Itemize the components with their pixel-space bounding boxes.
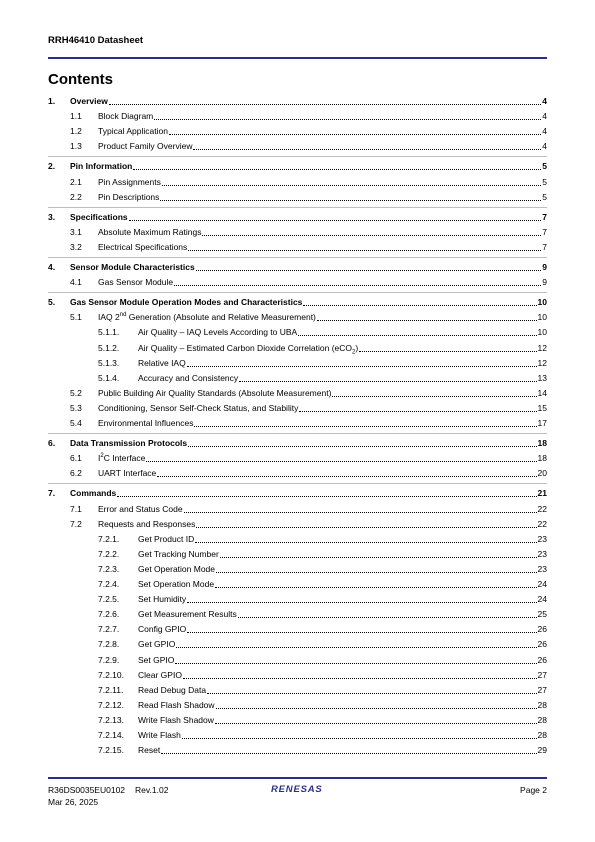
toc-entry-number: 2.1 bbox=[70, 176, 82, 187]
footer-page-number: Page 2 bbox=[520, 785, 547, 795]
toc-entry-page: 5 bbox=[542, 176, 547, 187]
toc-dot-leader bbox=[193, 149, 541, 150]
toc-entry-page: 29 bbox=[537, 745, 547, 756]
toc-dot-leader bbox=[176, 647, 536, 648]
toc-entry[interactable] bbox=[48, 437, 547, 449]
toc-dot-leader bbox=[196, 270, 542, 271]
toc-entry-number: 7.2.8. bbox=[98, 639, 120, 650]
toc-entry-title: Pin Information bbox=[70, 161, 133, 172]
toc-entry-title: Error and Status Code bbox=[98, 503, 183, 514]
toc-entry-number: 7.2.7. bbox=[98, 624, 120, 635]
toc-entry-number: 5.1.2. bbox=[98, 342, 120, 353]
toc-entry-number: 7.2.1. bbox=[98, 533, 120, 544]
toc-entry-title: Read Flash Shadow bbox=[138, 699, 215, 710]
toc-entry-page: 20 bbox=[537, 468, 547, 479]
section-divider bbox=[48, 156, 547, 157]
toc-entry-number: 5.1.4. bbox=[98, 372, 120, 383]
toc-entry-title: Set GPIO bbox=[138, 654, 175, 665]
toc-entry-title: Conditioning, Sensor Self-Check Status, and Stability bbox=[98, 402, 299, 413]
toc-entry-title: Get Operation Mode bbox=[138, 563, 216, 574]
toc-entry[interactable] bbox=[48, 669, 547, 681]
toc-entry-page: 22 bbox=[537, 518, 547, 529]
toc-dot-leader bbox=[238, 617, 537, 618]
toc-entry[interactable] bbox=[48, 533, 547, 545]
contents-heading: Contents bbox=[48, 71, 113, 88]
section-divider bbox=[48, 292, 547, 293]
section-divider bbox=[48, 257, 547, 258]
toc-entry-number: 7.2.13. bbox=[98, 714, 124, 725]
footer-doc-id: R36DS0035EU0102 bbox=[48, 785, 126, 795]
toc-entry-title: Config GPIO bbox=[138, 624, 187, 635]
toc-dot-leader bbox=[183, 678, 537, 679]
toc-dot-leader bbox=[359, 351, 536, 352]
toc-dot-leader bbox=[109, 104, 541, 105]
toc-entry[interactable] bbox=[48, 311, 547, 323]
toc-dot-leader bbox=[215, 723, 537, 724]
toc-entry-page: 23 bbox=[537, 548, 547, 559]
toc-entry-title: Write Flash bbox=[138, 730, 181, 740]
footer-doc-info bbox=[48, 784, 168, 796]
toc-entry-number: 7.1 bbox=[70, 503, 82, 514]
toc-entry-number: 1.1 bbox=[70, 111, 82, 122]
toc-entry-number: 5.1.1. bbox=[98, 327, 120, 338]
toc-entry[interactable] bbox=[48, 503, 547, 515]
toc-entry-number: 5.2 bbox=[70, 387, 82, 398]
toc-entry[interactable] bbox=[48, 452, 547, 464]
toc-entry-title: Get Product ID bbox=[138, 533, 195, 544]
toc-entry-title: Get Measurement Results bbox=[138, 609, 237, 620]
toc-entry-page: 7 bbox=[542, 226, 547, 237]
toc-entry-page: 10 bbox=[537, 327, 547, 338]
toc-entry-number: 3.2 bbox=[70, 241, 82, 252]
toc-entry-page: 26 bbox=[537, 624, 547, 635]
toc-entry-title: Accuracy and Consistency bbox=[138, 372, 239, 383]
toc-entry-title: Product Family Overview bbox=[98, 141, 193, 152]
toc-entry[interactable] bbox=[48, 241, 547, 253]
toc-entry-page: 27 bbox=[537, 684, 547, 695]
toc-entry[interactable] bbox=[48, 623, 547, 635]
toc-dot-leader bbox=[160, 200, 541, 201]
toc-entry-title: Air Quality – IAQ Levels According to UBA bbox=[138, 327, 298, 338]
toc-entry[interactable] bbox=[48, 140, 547, 152]
toc-entry-number: 7. bbox=[48, 488, 56, 499]
toc-entry[interactable] bbox=[48, 372, 547, 384]
toc-entry[interactable] bbox=[48, 211, 547, 223]
toc-entry-number: 5.1.3. bbox=[98, 357, 120, 368]
toc-entry[interactable] bbox=[48, 578, 547, 590]
toc-entry-page: 12 bbox=[537, 342, 547, 353]
toc-entry-title: $I^2C$ Interface bbox=[98, 453, 146, 464]
toc-entry-number: 7.2.9. bbox=[98, 654, 120, 665]
renesas-logo: RENESAS bbox=[271, 784, 323, 795]
toc-entry-page: 21 bbox=[537, 488, 547, 499]
toc-entry-number: 7.2.4. bbox=[98, 579, 120, 589]
toc-entry-number: 7.2.11. bbox=[98, 684, 124, 695]
toc-entry-title: Sensor Module Characteristics bbox=[70, 262, 195, 272]
toc-entry-number: 7.2.10. bbox=[98, 669, 124, 680]
toc-entry[interactable] bbox=[48, 261, 547, 273]
toc-dot-leader bbox=[182, 738, 537, 739]
toc-dot-leader bbox=[317, 320, 537, 321]
toc-entry-page: 23 bbox=[537, 533, 547, 544]
document-header-title: RRH46410 Datasheet bbox=[48, 35, 144, 46]
toc-entry-number: 5.4 bbox=[70, 418, 82, 428]
toc-entry[interactable] bbox=[48, 95, 547, 107]
toc-entry-number: 7.2 bbox=[70, 518, 82, 529]
toc-entry[interactable] bbox=[48, 467, 547, 479]
toc-entry-page: 13 bbox=[537, 372, 547, 383]
toc-entry-page: 26 bbox=[537, 639, 547, 650]
toc-entry[interactable] bbox=[48, 654, 547, 666]
toc-entry-page: 4 bbox=[542, 126, 547, 137]
toc-entry-page: 15 bbox=[537, 402, 547, 413]
toc-entry-number: 7.2.15. bbox=[98, 745, 124, 756]
toc-entry[interactable] bbox=[48, 699, 547, 711]
toc-entry[interactable] bbox=[48, 160, 547, 172]
toc-entry[interactable] bbox=[48, 608, 547, 620]
toc-entry-page: 9 bbox=[542, 262, 547, 272]
toc-entry[interactable] bbox=[48, 176, 547, 188]
toc-entry-number: 1.3 bbox=[70, 141, 82, 152]
toc-dot-leader bbox=[216, 572, 537, 573]
toc-entry-page: 12 bbox=[537, 357, 547, 368]
toc-entry-number: 6.1 bbox=[70, 453, 82, 464]
toc-dot-leader bbox=[133, 169, 541, 170]
toc-entry[interactable] bbox=[48, 125, 547, 137]
toc-entry-title: Clear GPIO bbox=[138, 669, 182, 680]
toc-entry-number: 7.2.2. bbox=[98, 548, 120, 559]
toc-entry-page: 5 bbox=[542, 191, 547, 202]
toc-entry-title: Absolute Maximum Ratings bbox=[98, 226, 202, 237]
toc-entry[interactable] bbox=[48, 357, 547, 369]
toc-entry-number: 7.2.14. bbox=[98, 730, 124, 740]
toc-entry[interactable] bbox=[48, 638, 547, 650]
toc-entry-title: Set Humidity bbox=[138, 594, 187, 605]
toc-entry-title: Gas Sensor Module bbox=[98, 277, 174, 288]
toc-dot-leader bbox=[194, 426, 536, 427]
toc-entry-title: Get GPIO bbox=[138, 639, 176, 650]
toc-entry-title: Overview bbox=[70, 96, 108, 106]
toc-entry-title: Relative IAQ bbox=[138, 357, 186, 368]
toc-dot-leader bbox=[154, 119, 541, 120]
toc-entry-page: 18 bbox=[537, 438, 547, 449]
toc-entry-page: 22 bbox=[537, 503, 547, 514]
toc-entry[interactable] bbox=[48, 548, 547, 560]
toc-entry-number: 2.2 bbox=[70, 191, 82, 202]
toc-entry[interactable] bbox=[48, 342, 547, 354]
toc-entry-page: 9 bbox=[542, 277, 547, 288]
toc-dot-leader bbox=[195, 542, 536, 543]
toc-entry-title: Typical Application bbox=[98, 126, 168, 137]
toc-entry[interactable] bbox=[48, 226, 547, 238]
toc-entry-title: Pin Descriptions bbox=[98, 191, 160, 202]
toc-dot-leader bbox=[196, 527, 536, 528]
toc-dot-leader bbox=[207, 693, 536, 694]
toc-entry[interactable] bbox=[48, 563, 547, 575]
toc-dot-leader bbox=[187, 366, 537, 367]
toc-dot-leader bbox=[298, 335, 536, 336]
footer-revision: Rev.1.02 bbox=[135, 785, 169, 795]
toc-entry-title: Get Tracking Number bbox=[138, 548, 219, 559]
toc-entry[interactable] bbox=[48, 326, 547, 338]
toc-entry-title: UART Interface bbox=[98, 468, 157, 479]
toc-entry-page: 17 bbox=[537, 418, 547, 428]
toc-entry-page: 26 bbox=[537, 654, 547, 665]
toc-entry-page: 4 bbox=[542, 96, 547, 106]
footer-date: Mar 26, 2025 bbox=[48, 797, 99, 807]
toc-entry[interactable] bbox=[48, 110, 547, 122]
toc-entry-number: 5.1 bbox=[70, 312, 82, 323]
toc-dot-leader bbox=[188, 446, 536, 447]
toc-entry[interactable] bbox=[48, 518, 547, 530]
toc-entry[interactable] bbox=[48, 744, 547, 756]
toc-entry-number: 7.2.6. bbox=[98, 609, 120, 620]
section-divider bbox=[48, 483, 547, 484]
toc-entry-page: 7 bbox=[542, 241, 547, 252]
toc-dot-leader bbox=[299, 411, 536, 412]
toc-entry-title: Environmental Influences bbox=[98, 418, 194, 428]
toc-entry-page: 10 bbox=[537, 297, 547, 308]
toc-entry-title: Requests and Responses bbox=[98, 518, 196, 529]
toc-entry-page: 24 bbox=[537, 594, 547, 605]
toc-entry-page: 23 bbox=[537, 563, 547, 574]
toc-entry[interactable] bbox=[48, 296, 547, 308]
toc-entry[interactable] bbox=[48, 684, 547, 696]
toc-entry-page: 4 bbox=[542, 111, 547, 122]
toc-entry-page: 7 bbox=[542, 211, 547, 222]
toc-dot-leader bbox=[220, 557, 537, 558]
toc-entry-title: Write Flash Shadow bbox=[138, 714, 214, 725]
toc-entry-number: 1. bbox=[48, 96, 56, 106]
toc-entry-title: Read Debug Data bbox=[138, 684, 207, 695]
toc-dot-leader bbox=[239, 381, 536, 382]
toc-entry-page: 5 bbox=[542, 161, 547, 172]
toc-dot-leader bbox=[187, 632, 536, 633]
toc-entry-page: 24 bbox=[537, 579, 547, 589]
toc-entry[interactable] bbox=[48, 191, 547, 203]
toc-entry-title: Air Quality – Estimated Carbon Dioxide Correlation (eCO$_2$) bbox=[138, 342, 359, 356]
toc-entry-page: 27 bbox=[537, 669, 547, 680]
toc-dot-leader bbox=[188, 250, 541, 251]
toc-entry[interactable] bbox=[48, 276, 547, 288]
toc-entry[interactable] bbox=[48, 593, 547, 605]
toc-entry-number: 7.2.5. bbox=[98, 594, 120, 605]
header-rule bbox=[48, 57, 547, 59]
toc-entry[interactable] bbox=[48, 387, 547, 399]
toc-entry-title: Reset bbox=[138, 745, 161, 756]
toc-entry-number: 5. bbox=[48, 297, 56, 308]
toc-dot-leader bbox=[146, 461, 536, 462]
toc-entry-page: 28 bbox=[537, 730, 547, 740]
toc-dot-leader bbox=[332, 396, 536, 397]
toc-entry-number: 6.2 bbox=[70, 468, 82, 479]
section-divider bbox=[48, 207, 547, 208]
toc-entry-page: 4 bbox=[542, 141, 547, 152]
toc-entry-page: 14 bbox=[537, 387, 547, 398]
toc-dot-leader bbox=[215, 587, 536, 588]
toc-dot-leader bbox=[184, 512, 537, 513]
toc-dot-leader bbox=[216, 708, 537, 709]
toc-entry-page: 25 bbox=[537, 609, 547, 620]
toc-entry-page: 10 bbox=[537, 312, 547, 323]
toc-dot-leader bbox=[157, 476, 536, 477]
toc-entry-title: Block Diagram bbox=[98, 111, 154, 122]
toc-entry-number: 7.2.12. bbox=[98, 699, 124, 710]
toc-dot-leader bbox=[303, 305, 536, 306]
toc-entry-title: Data Transmission Protocols bbox=[70, 438, 188, 449]
toc-entry-number: 7.2.3. bbox=[98, 563, 120, 574]
toc-entry-title: IAQ 2nd Generation (Absolute and Relative Measurement) bbox=[98, 312, 316, 323]
toc-dot-leader bbox=[169, 134, 541, 135]
toc-entry-title: Public Building Air Quality Standards (Absolute Measurement) bbox=[98, 387, 332, 398]
toc-entry[interactable] bbox=[48, 487, 547, 499]
toc-dot-leader bbox=[161, 753, 536, 754]
toc-entry-number: 2. bbox=[48, 161, 56, 172]
toc-entry-number: 1.2 bbox=[70, 126, 82, 137]
toc-entry[interactable] bbox=[48, 729, 547, 741]
toc-entry-page: 28 bbox=[537, 714, 547, 725]
toc-entry-number: 5.3 bbox=[70, 402, 82, 413]
toc-dot-leader bbox=[174, 285, 541, 286]
toc-entry-title: Commands bbox=[70, 488, 117, 499]
toc-dot-leader bbox=[162, 185, 541, 186]
toc-entry[interactable] bbox=[48, 402, 547, 414]
toc-entry[interactable] bbox=[48, 417, 547, 429]
toc-dot-leader bbox=[129, 220, 542, 221]
toc-entry-number: 3.1 bbox=[70, 226, 82, 237]
toc-entry-title: Pin Assignments bbox=[98, 176, 161, 187]
toc-entry[interactable] bbox=[48, 714, 547, 726]
toc-entry-title: Set Operation Mode bbox=[138, 579, 215, 589]
toc-entry-title: Electrical Specifications bbox=[98, 241, 188, 252]
toc-dot-leader bbox=[117, 496, 536, 497]
toc-dot-leader bbox=[175, 663, 536, 664]
section-divider bbox=[48, 433, 547, 434]
toc-entry-title: Specifications bbox=[70, 211, 128, 222]
toc-entry-number: 4. bbox=[48, 262, 56, 272]
toc-dot-leader bbox=[187, 602, 536, 603]
toc-entry-title: Gas Sensor Module Operation Modes and Characteristics bbox=[70, 297, 303, 308]
footer-rule bbox=[48, 777, 547, 779]
toc-entry-number: 6. bbox=[48, 438, 56, 449]
toc-dot-leader bbox=[202, 235, 541, 236]
toc-entry-number: 3. bbox=[48, 211, 56, 222]
toc-entry-page: 18 bbox=[537, 453, 547, 464]
toc-entry-page: 28 bbox=[537, 699, 547, 710]
toc-entry-number: 4.1 bbox=[70, 277, 82, 288]
